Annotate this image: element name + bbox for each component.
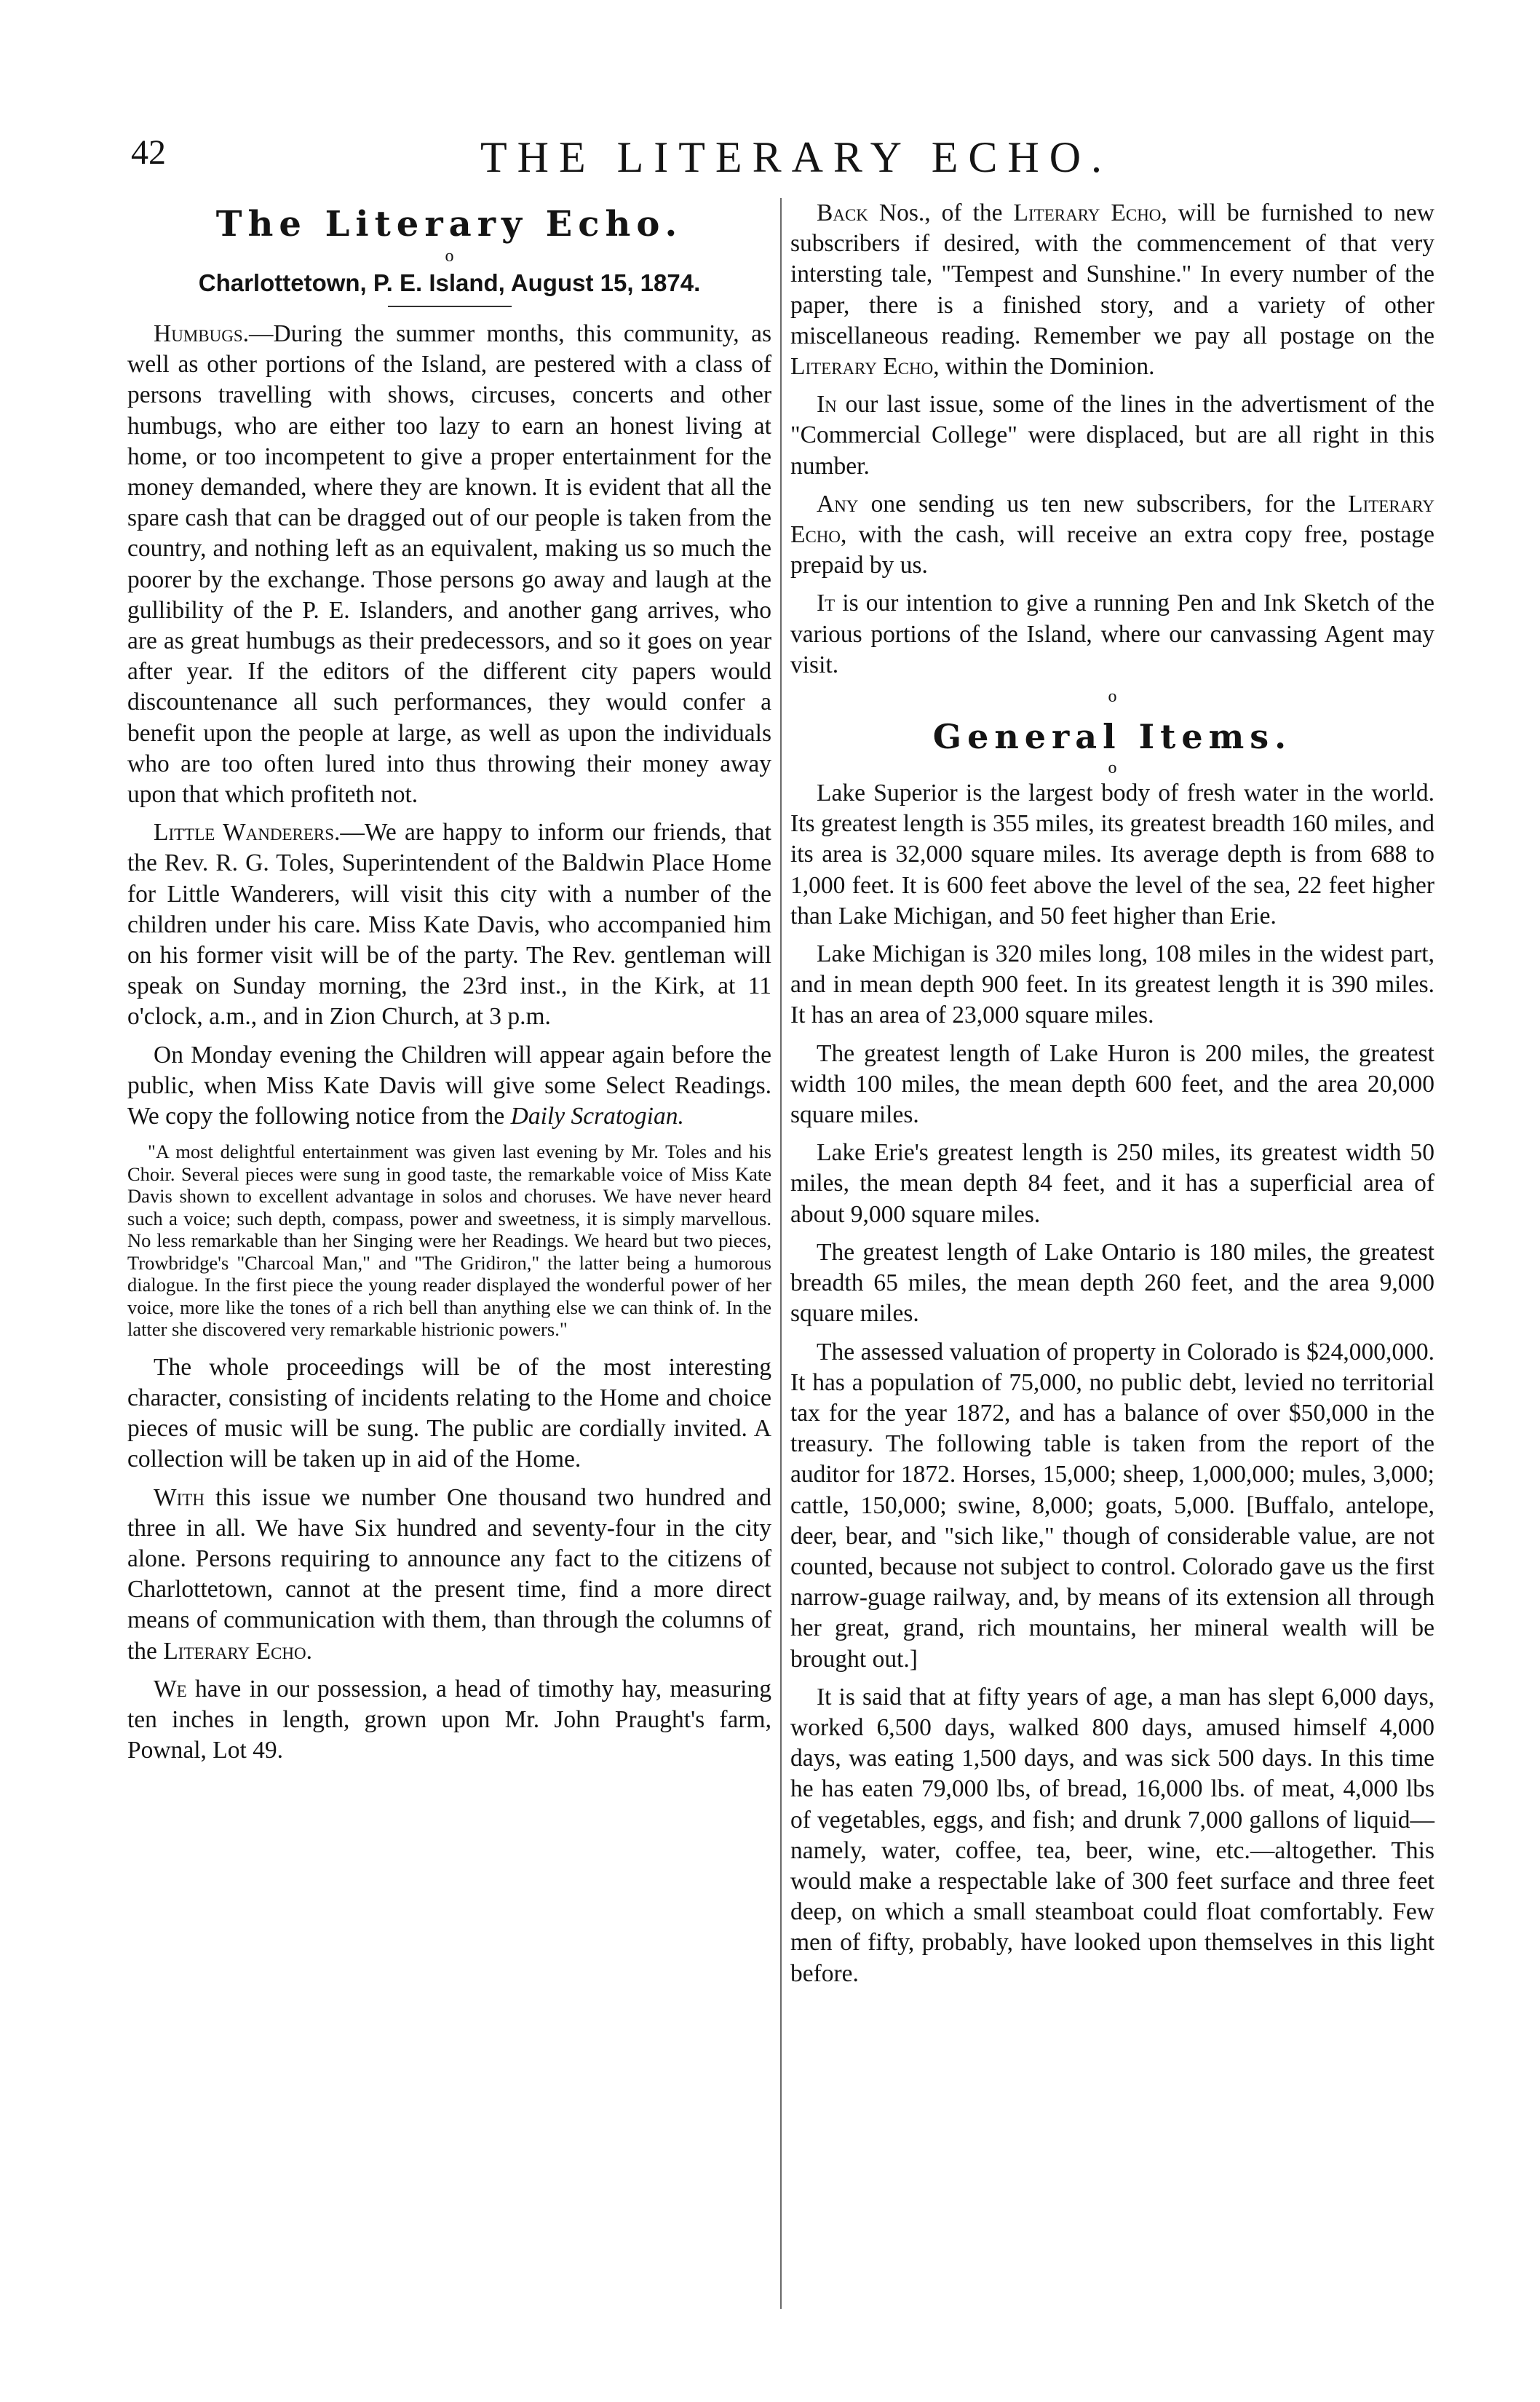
issue-text: our last issue, some of the lines in the advertisment of the "Commercial College" were displaced, but are all right in this number. (790, 391, 1434, 480)
circulation-paper: Literary Echo (163, 1637, 306, 1665)
article-timothy (127, 1674, 771, 1767)
general-items-heading: General Items. (932, 717, 1293, 757)
article-last-issue (790, 389, 1434, 482)
monday-source: Daily Scratogian. (510, 1103, 684, 1130)
sending-text-a: one sending us ten new subscribers, for the (858, 490, 1349, 518)
dateline-rule (388, 306, 512, 307)
humbugs-lead: Humbugs. (154, 320, 249, 347)
item-lake-michigan: Lake Michigan is 320 miles long, 108 miles in the widest part, and in mean depth 900 feet. In its greatest length it is 390 miles. It has an area of 23,000 square miles. (790, 940, 1434, 1029)
back-text-c: , within the Dominion. (933, 353, 1155, 381)
left-column (127, 198, 771, 1773)
running-title: THE LITERARY ECHO. (480, 133, 1113, 181)
sending-paper: Literary Echo (790, 490, 1434, 549)
item-lake-huron: The greatest length of Lake Huron is 200 miles, the greatest width 100 miles, the mean depth 600 feet, and the area 20,000 square miles. (790, 1039, 1434, 1129)
intention-text: is our intention to give a running Pen and Ink Sketch of the various portions of the Island, where our canvassing Agent may visit. (790, 590, 1434, 678)
article-monday-evening (127, 1040, 771, 1133)
masthead-separator: o (445, 247, 454, 266)
section-separator-top: o (1108, 687, 1117, 707)
article-proceedings: The whole proceedings will be of the most interesting character, consisting of incidents relating to the Home and choice pieces of music will be sung. The public are cordially invited. A collection will be taken up in aid of the Home. (127, 1353, 771, 1473)
timothy-text: have in our possession, a head of timothy hay, measuring ten inches in length, grown upon Mr. John Praught's farm, Pownal, Lot 49. (127, 1675, 771, 1764)
article-circulation (127, 1483, 771, 1667)
quoted-notice: "A most delightful entertainment was given last evening by Mr. Toles and his Choir. Several pieces were sung in good taste, the remarkable voice of Miss Kate Davis shown to excellent advantage in solos and choruses. We have never heard such a voice; such depth, compass, power and sweetness, it is simply marvellous. No less remarkable than her Singing were her Readings. We heard but two pieces, Trowbridge's "Charcoal Man," and "The Gridiron," the latter being a humorous dialogue. In the first piece the young reader displayed the wonderful power of her voice, more like the tones of a rich bell than anything else we can think of. In the latter she discovered very remarkable histrionic powers." (127, 1141, 771, 1341)
right-column (790, 198, 1434, 1997)
monday-text: On Monday evening the Children will appear again before the public, when Miss Kate Davis will give some Select Readings. We copy the following notice from the (127, 1041, 771, 1130)
timothy-lead: We (154, 1675, 187, 1703)
back-paper-1: Literary Echo (1013, 199, 1162, 226)
issue-lead: In (817, 391, 837, 419)
article-pen-sketch (790, 588, 1434, 681)
circulation-text: this issue we number One thousand two hundred and three in all. We have Six hundred and seventy-four in the city alone. Persons requiring to announce any fact to the citizens of Charlottetown, cannot at the present time, find a more direct means of communication with them, than through the columns of the (127, 1483, 771, 1665)
item-fifty-years: It is said that at fifty years of age, a man has slept 6,000 days, worked 6,500 days, walked 800 days, amused himself 4,000 days, was eating 1,500 days, and was sick 500 days. In this time he has eaten 79,000 lbs, of bread, 16,000 lbs. of meat, 4,000 lbs of vegetables, eggs, and fish; and drunk 7,000 gallons of liquid—namely, water, coffee, tea, beer, wine, etc.—altogether. This would make a respectable lake of 300 feet surface and three feet deep, on which a small steamboat could float comfortably. Few men of fifty, probably, have looked upon themselves in this light before. (790, 1683, 1434, 1987)
wanderers-text: —We are happy to inform our friends, that the Rev. R. G. Toles, Superintendent of the Baldwin Place Home for Little Wanderers, will visit this city with a number of the children under his care. Miss Kate Davis, who accompanied him on his former visit will be of the party. The Rev. gentleman will speak on Sunday morning, the 23rd inst., in the Kirk, at 11 o'clock, a.m., and in Zion Church, at 3 p.m. (127, 819, 771, 1031)
back-text-a: Nos., of the (868, 199, 1014, 226)
masthead: The Literary Echo. (215, 204, 683, 245)
dateline: Charlottetown, P. E. Island, August 15, 1874. (198, 269, 701, 296)
section-separator-bottom: o (1108, 758, 1117, 778)
column-divider (780, 198, 782, 2309)
sending-text-b: , with the cash, will receive an extra copy free, postage prepaid by us. (790, 521, 1434, 579)
intention-lead: It (817, 590, 836, 617)
item-lake-superior: Lake Superior is the largest body of fresh water in the world. Its greatest length is 355 miles, its greatest breadth 160 miles, and its area is 32,000 square miles. Its average depth is from 688 to 1,000 feet. It is 600 feet above the level of the sea, 22 feet higher than Lake Michigan, and 50 feet higher than Erie. (790, 780, 1434, 930)
wanderers-lead: Little Wanderers. (154, 819, 341, 847)
back-paper-2: Literary Echo (790, 353, 934, 381)
item-lake-ontario: The greatest length of Lake Ontario is 180 miles, the greatest breadth 65 miles, the mean depth 260 feet, and the area 9,000 square miles. (790, 1238, 1434, 1328)
circulation-lead: With (154, 1483, 205, 1511)
humbugs-text: —During the summer months, this community, as well as other portions of the Island, are pestered with a class of persons travelling with shows, circuses, concerts and other humbugs, who are either too lazy to earn an honest living at home, or too incompetent to give a proper entertainment for the money demanded, where they are known. It is evident that all the spare cash that can be dragged out of our people is taken from the country, and nothing left as an equivalent, making us so much the poorer by the exchange. Those persons go away and laugh at the gullibility of the P. E. Islanders, and another gang arrives, who are as great humbugs as their predecessors, and so it goes on year after year. If the editors of the different city papers would discountenance all such performances, they would confer a benefit upon the people at large, as well as upon the individuals who are too often lured into thus throwing their money away upon that which profiteth not. (127, 320, 771, 809)
item-lake-erie: Lake Erie's greatest length is 250 miles, its greatest width 50 miles, the mean depth 84 feet, and it has a superficial area of about 9,000 square miles. (790, 1139, 1434, 1228)
article-back-numbers (790, 198, 1434, 382)
article-subscribers (790, 489, 1434, 582)
back-lead: Back (817, 199, 868, 226)
article-little-wanderers (127, 817, 771, 1032)
back-text-b: , will be furnished to new subscribers if desired, with the commencement of that very intersting tale, "Tempest and Sunshine." In every number of the paper, there is a finished story, and a variety of other miscellaneous reading. Remember we pay all postage on the (790, 199, 1434, 349)
circulation-end: . (306, 1637, 312, 1665)
article-humbugs (127, 319, 771, 810)
page-number: 42 (131, 133, 166, 172)
item-colorado: The assessed valuation of property in Colorado is $24,000,000. It has a population of 75,000, no public debt, levied no territorial tax for the year 1872, and has a balance of over $50,000 in the treasury. The following table is taken from the report of the auditor for 1872. Horses, 15,000; sheep, 1,000,000; mules, 3,000; cattle, 150,000; swine, 8,000; goats, 5,000. [Buffalo, antelope, deer, bear, and "sich like," though of considerable value, are not counted, because not subject to control. Colorado gave us the first narrow-guage railway, and, by means of its extension all through her great, grand, rich mountains, her mineral wealth will be brought out.] (790, 1338, 1434, 1673)
running-header (131, 132, 1463, 191)
sending-lead: Any (817, 490, 859, 518)
